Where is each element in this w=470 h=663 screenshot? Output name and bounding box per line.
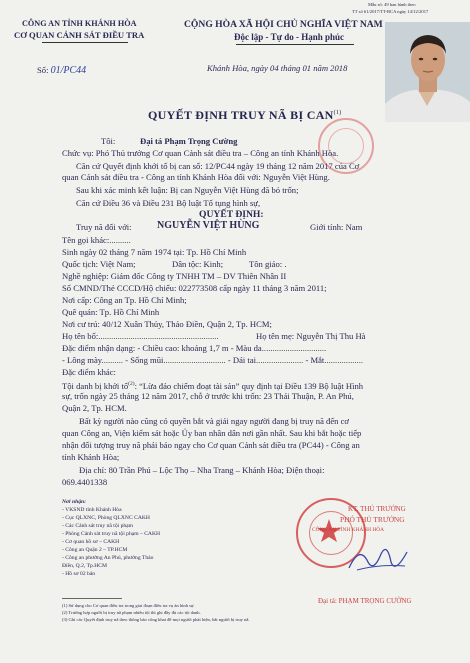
- toi-danh-footnote: (2): [128, 381, 135, 387]
- portrait-image: [385, 22, 470, 122]
- que-quan: Quê quán: Tp. Hồ Chí Minh: [62, 307, 160, 317]
- footnote-1: (1) Sử dụng cho Cơ quan điều tra trong giai đoạn điều tra vụ án hình sự.: [62, 603, 195, 608]
- document-title: [148, 108, 342, 123]
- suspect-photo: [385, 22, 470, 122]
- toi-value: Đại tá Phạm Trọng Cường: [140, 136, 238, 146]
- recipient-item: - VKSND tỉnh Khánh Hòa: [62, 507, 122, 513]
- agency-line1: CÔNG AN TỈNH KHÁNH HÒA: [22, 19, 137, 28]
- ten-goi-khac: [62, 235, 131, 246]
- sign-role-1: KT. THỦ TRƯỞNG: [348, 505, 406, 513]
- truy-na-name: NGUYỄN VIỆT HÙNG: [157, 220, 260, 231]
- toi-danh-2: sự, trốn ngày 25 tháng 12 năm 2017, chỗ ở trước khi trốn: 23 Thái Thuận, P. An Phú,: [62, 391, 354, 401]
- can-cu-1b: quan Cảnh sát điều tra - Công an tỉnh Khánh Hòa đối với: Nguyễn Việt Hùng.: [62, 172, 330, 182]
- country-name: CỘNG HÒA XÃ HỘI CHỦ NGHĨA VIỆT NAM: [184, 19, 383, 30]
- toi-danh-label: Tội danh bị khởi tố: [62, 380, 129, 391]
- quoc-tich: Quốc tịch: Việt Nam;: [62, 259, 136, 269]
- recipient-item: - Công an Quận 2 – TP.HCM: [62, 547, 128, 553]
- recipients-heading: Nơi nhận:: [62, 499, 86, 505]
- bat-ky-3: nhận đối tượng truy nã phải báo ngay cho Cơ quan Cảnh sát điều tra (PC44) - Công an: [62, 440, 360, 450]
- sinh-ngay: Sinh ngày 02 tháng 7 năm 1974 tại: Tp. Hồ Chí Minh: [62, 247, 247, 257]
- noi-cu-tru: Nơi cư trú: 40/12 Xuân Thủy, Thảo Điền, Quận 2, Tp. HCM;: [62, 319, 272, 329]
- dotted-fill: ..........: [109, 235, 131, 245]
- dac-diem-nhan-dang: [62, 343, 326, 354]
- long-may: - Lông mày: [62, 355, 102, 365]
- seal-text: CÔNG AN TỈNH KHÁNH HÒA: [312, 527, 385, 533]
- dotted-fill: ..............................: [261, 343, 327, 353]
- recipient-item: - Hồ sơ 02 bản: [62, 571, 96, 577]
- dotted-fill: ........................................................: [98, 331, 219, 341]
- can-cu-2: Căn cứ Điều 36 và Điều 231 Bộ luật Tố tụng hình sự,: [76, 198, 261, 208]
- xac-minh: Sau khi xác minh kết luận: Bị can Nguyễn Việt Hùng đã bỏ trốn;: [76, 185, 299, 195]
- ho-ten-bo-label: Họ tên bố:: [62, 331, 99, 341]
- recipient-item: - Cơ quan hồ sơ – CAKH: [62, 539, 120, 545]
- recipient-item: - Các Cảnh sát truy nã tội phạm: [62, 523, 133, 529]
- toi-danh-3: Quận 2, Tp. HCM.: [62, 403, 127, 413]
- motto-underline: [236, 44, 354, 45]
- toi-danh-text: : “Lừa đảo chiếm đoạt tài sản” quy định tại Điều 139 Bộ luật Hình: [134, 380, 364, 391]
- bat-ky-2: quan Công an, Viện kiểm sát hoặc Ủy ban nhân dân nơi gần nhất. Sau khi bắt hoặc tiếp: [62, 428, 362, 438]
- motto: Độc lập - Tự do - Hạnh phúc: [234, 32, 345, 42]
- ho-ten-me: Họ tên mẹ: Nguyễn Thị Thu Hà: [256, 331, 366, 341]
- dien-thoai: 069.4401338: [62, 477, 108, 487]
- upper-red-seal: [318, 118, 374, 174]
- dan-toc: Dân tộc: Kinh;: [172, 259, 224, 269]
- can-cu-1a: Căn cứ Quyết định khởi tố bị can số: 12/PC44 ngày 19 tháng 12 năm 2017 của Cơ: [76, 161, 360, 171]
- recipient-item: Điền, Q.2, Tp.HCM: [62, 563, 107, 569]
- bat-ky-4: tỉnh Khánh Hòa;: [62, 452, 120, 462]
- decide-heading: QUYẾT ĐỊNH:: [199, 209, 264, 220]
- handwritten-signature: [345, 540, 415, 580]
- ton-giao: Tôn giáo: .: [249, 259, 287, 269]
- doc-number-value: 01/PC44: [50, 65, 87, 76]
- cmnd: Số CMND/Thẻ CCCD/Hộ chiếu: 022773508 cấp ngày 11 tháng 3 năm 2011;: [62, 283, 327, 293]
- form-note-line1: Mẫu số: 49 ban hành theo: [368, 2, 416, 7]
- place-date: Khánh Hòa, ngày 04 tháng 01 năm 2018: [207, 63, 348, 73]
- recipient-item: - Phòng Cảnh sát truy nã tội phạm – CAKH: [62, 531, 161, 537]
- truy-na-label: Truy nã đối với:: [76, 222, 132, 232]
- footnote-3: (3) Ghi các Quyết định truy nã theo thông báo công khai để mọi người phát hiện, bắt người bị truy nã.: [62, 617, 250, 622]
- agency-underline: [42, 42, 128, 43]
- song-mui: - Sống mũi: [125, 355, 164, 365]
- nghe-nghiep: Nghề nghiệp: Giám đốc Công ty TNHH TM – DV Thiên Nhân II: [62, 271, 287, 281]
- bat-ky-1: Bất kỳ người nào cũng có quyền bắt và giải ngay người đang bị truy nã đến cơ: [79, 416, 349, 426]
- toi-label: Tôi:: [101, 136, 116, 146]
- chuc-vu: Chức vụ: Phó Thủ trưởng Cơ quan Cảnh sát điều tra – Công an tỉnh Khánh Hòa.: [62, 148, 339, 158]
- mat: - Mắt: [305, 355, 325, 365]
- dai-tai: - Dái tai: [227, 355, 257, 365]
- title-footnote: (1): [333, 110, 342, 116]
- doc-number: [37, 65, 86, 76]
- agency-line2: CƠ QUAN CẢNH SÁT ĐIỀU TRA: [14, 30, 145, 40]
- dac-diem-label: Đặc điểm nhận dạng: - Chiều cao: khoảng 1,7 m - Màu da: [62, 343, 262, 353]
- footnote-2: (2) Trường hợp người bị truy nã phạm nhiều tội thì ghi đầy đủ các tội danh.: [62, 610, 201, 615]
- noi-cap: Nơi cấp: Công an Tp. Hồ Chí Minh;: [62, 295, 187, 305]
- signer-name: Đại tá: PHẠM TRỌNG CƯỜNG: [318, 597, 412, 605]
- sign-role-2: PHÓ THỦ TRƯỞNG: [340, 515, 405, 524]
- dia-chi: Địa chỉ: 80 Trần Phú – Lộc Thọ – Nha Trang – Khánh Hòa; Điện thoại:: [79, 465, 325, 475]
- toi-danh-1: [62, 379, 363, 392]
- features-row: - Lông mày.......... - Sống mũi............................. - Dái tai...................... - Mắt..................: [62, 355, 363, 365]
- recipient-item: - Cục QLXNC, Phòng QLXNC CAKH: [62, 515, 150, 521]
- doc-number-label: Số:: [37, 65, 49, 75]
- ten-goi-khac-label: Tên gọi khác:: [62, 235, 110, 245]
- form-note-line2: TT số 61/2017/TT-BCA ngày 14/12/2017: [352, 9, 429, 14]
- ho-ten-bo: [62, 331, 219, 342]
- footnote-divider: [62, 598, 122, 599]
- title-text: QUYẾT ĐỊNH TRUY NÃ BỊ CAN: [148, 108, 334, 122]
- dac-diem-khac: Đặc điểm khác:: [62, 367, 116, 377]
- gioi-tinh: Giới tính: Nam: [310, 222, 363, 232]
- recipient-item: - Công an phường An Phú, phường Thảo: [62, 555, 154, 561]
